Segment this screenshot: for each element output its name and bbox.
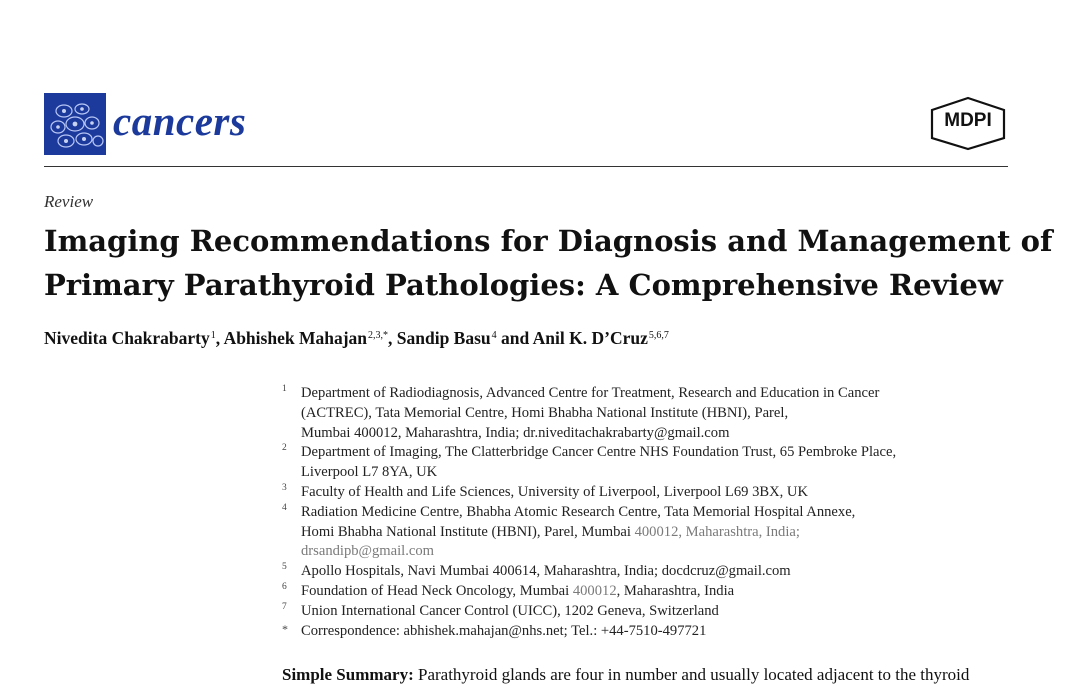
affiliation-text: Faculty of Health and Life Sciences, University of Liverpool, Liverpool L69 3BX, UK [301,483,809,500]
affiliation-number: 3 [282,482,287,493]
author-list: Nivedita Chakrabarty$^1$, Abhishek Mahajan$^{2,3,*}$, Sandip Basu$^4$ and Anil K. D’Cruz$^{5,6,7}$ [44,328,669,348]
affiliation-item [282,503,1042,562]
affiliation-item [282,384,1042,443]
affiliation-text-faded: 400012 [572,582,617,599]
title-line: Primary Parathyroid Pathologies: A Comprehensive Review [44,268,1003,302]
affiliation-number: 7 [282,601,287,612]
affiliation-item [282,582,1042,602]
author-name: Nivedita Chakrabarty [44,328,210,348]
affiliation-number: 5 [282,562,287,573]
author-affiliation-ref: 2,3,* [368,330,389,341]
affiliation-text: Department of Radiodiagnosis, Advanced Centre for Treatment, Research and Education in Cancer (ACTREC), Tata Memorial Centre, Homi Bhabha National Institute (HBNI), Parel, Mumbai 400012, Maharashtra, India; dr.niveditachakrabarty@gmail.com [301,385,880,441]
header-divider [44,166,1008,167]
affiliation-text: Union International Cancer Control (UICC), 1202 Geneva, Switzerland [301,602,719,619]
publisher-logo [928,96,1008,151]
affiliation-item [282,562,1042,582]
affiliation-number: 6 [282,581,287,592]
affiliation-text: Apollo Hospitals, Navi Mumbai 400614, Maharashtra, India; docdcruz@gmail.com [301,563,791,580]
journal-name: cancers [113,98,247,144]
affiliation-number: 1 [282,384,287,394]
affiliation-number: 2 [282,443,287,454]
author-name: Anil K. D’Cruz [532,328,648,348]
correspondence-item [282,622,1042,642]
publisher-name: MDPI [944,110,992,131]
affiliation-text: Department of Imaging, The Clatterbridge Cancer Centre NHS Foundation Trust, 65 Pembroke Place, Liverpool L7 8YA, UK [301,444,897,481]
article-title [44,219,1053,307]
simple-summary [282,665,969,685]
affiliation-text: Foundation of Head Neck Oncology, Mumbai 400012, Maharashtra, India [301,582,735,599]
affiliation-text-faded: 400012, Maharashtra, India; drsandipb@gmail.com [301,523,800,560]
affiliation-item [282,483,1042,503]
affiliation-number: 4 [282,502,287,513]
affiliation-item [282,602,1042,622]
affiliation-list [282,384,1042,641]
author-affiliation-ref: 1 [210,330,216,341]
summary-label: Simple Summary: [282,665,414,684]
summary-text: Parathyroid glands are four in number and usually located adjacent to the thyroid [413,665,970,684]
author-name: Sandip Basu [396,328,491,348]
article-type: Review [44,192,94,211]
author-name: Abhishek Mahajan [223,328,368,348]
journal-logo-icon [44,93,106,155]
author-affiliation-ref: 5,6,7 [648,330,669,341]
author-affiliation-ref: 4 [491,330,497,341]
correspondence-marker: * [282,621,288,636]
affiliation-item [282,443,1042,483]
title-line: Imaging Recommendations for Diagnosis and Management of [44,224,1053,258]
affiliation-text: Radiation Medicine Centre, Bhabha Atomic Research Centre, Tata Memorial Hospital Annexe, Homi Bhabha National Institute (HBNI), Parel, Mumbai 400012, Maharashtra, India; drsandipb@gmail.com [301,503,856,560]
correspondence-text: Correspondence: abhishek.mahajan@nhs.net; Tel.: +44-7510-497721 [301,622,707,639]
